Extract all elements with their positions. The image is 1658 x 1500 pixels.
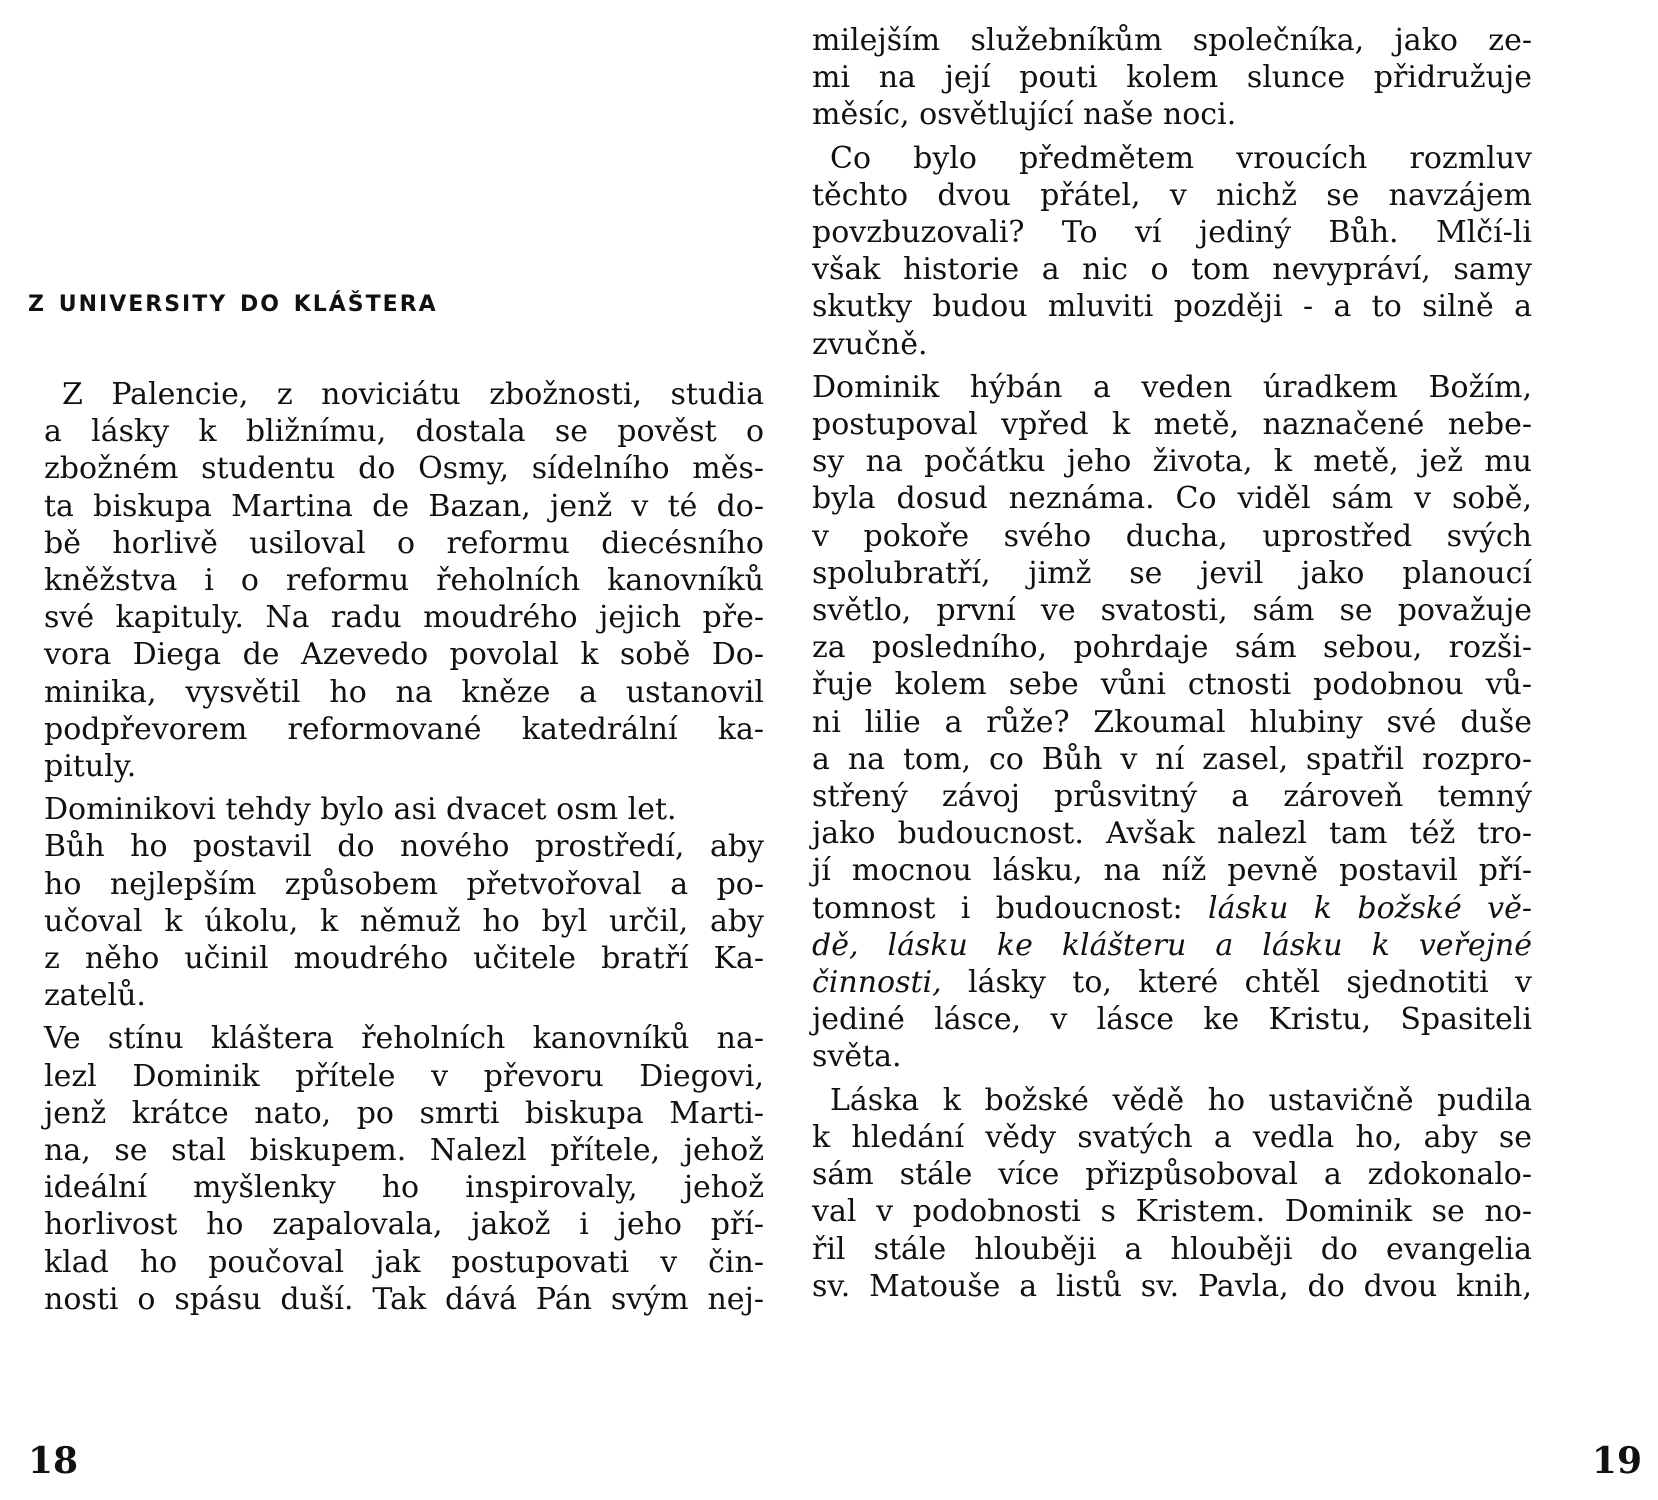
text-line	[812, 890, 1532, 927]
text-line: jediné lásce, v lásce ke Kristu, Spasiteli	[812, 1002, 1532, 1038]
chapter-title: z university do kláštera	[28, 283, 438, 319]
text-line: povzbuzovali? To ví jediný Bůh. Mlčí-li	[812, 215, 1532, 251]
text-line: za posledního, pohrdaje sám sebou, rozši-	[812, 630, 1532, 666]
text-line: ni lilie a růže? Zkoumal hlubiny své duše	[812, 704, 1532, 740]
text-line: z něho učinil moudrého učitele bratří Ka-	[44, 941, 764, 977]
text-line: a na tom, co Bůh v ní zasel, spatřil rozpro-	[812, 741, 1532, 777]
text-line: sv. Matouše a listů sv. Pavla, do dvou knih,	[812, 1268, 1532, 1304]
paragraph	[812, 369, 1532, 1076]
text-line: spolubratří, jimž se jevil jako planoucí	[812, 555, 1532, 591]
text-line: Láska k božské vědě ho ustavičně pudila	[830, 1082, 1532, 1118]
text-line: řuje kolem sebe vůni ctnosti podobnou vů-	[812, 667, 1532, 703]
text-line	[812, 964, 1532, 1001]
text-line: bě horlivě usiloval o reformu diecésního	[44, 525, 764, 561]
text-line: učoval k úkolu, k němuž ho byl určil, aby	[44, 903, 764, 939]
text-line: kněžstva i o reformu řeholních kanovníků	[44, 563, 764, 599]
text-line: milejším služebníkům společníka, jako ze-	[812, 23, 1532, 58]
left-text-block	[44, 376, 764, 1318]
text-line: skutky budou mluviti později - a to silně a	[812, 289, 1532, 325]
paragraph	[812, 140, 1532, 363]
text-line: řil stále hlouběji a hlouběji do evangelia	[812, 1231, 1532, 1267]
italic-text: činnosti,	[812, 965, 942, 1001]
text-run: lásky to, které chtěl sjednotiti v	[941, 965, 1532, 1001]
text-line: světlo, první ve svatosti, sám se považuje	[812, 593, 1532, 629]
text-line: Co bylo předmětem vroucích rozmluv	[830, 140, 1532, 176]
text-line: na, se stal biskupem. Nalezl přítele, jehož	[44, 1133, 764, 1169]
text-run: tomnost i budoucnost:	[812, 890, 1209, 926]
text-line: světa.	[812, 1039, 902, 1075]
page-number: 18	[28, 1440, 79, 1482]
text-line: ta biskupa Martina de Bazan, jenž v té do-	[44, 488, 764, 524]
text-line: a lásky k bližnímu, dostala se pověst o	[44, 414, 764, 450]
text-line: byla dosud neznáma. Co viděl sám v sobě,	[812, 481, 1532, 517]
text-line: Bůh ho postavil do nového prostředí, aby	[44, 829, 764, 865]
text-line: sám stále více přizpůsoboval a zdokonalo-	[812, 1157, 1532, 1193]
paragraph	[812, 22, 1532, 134]
paragraph	[812, 1082, 1532, 1305]
text-line: Z Palencie, z noviciátu zbožnosti, studia	[62, 377, 764, 412]
paragraph	[44, 791, 764, 828]
paragraph	[44, 1020, 764, 1318]
text-line: jako budoucnost. Avšak nalezl tam též tro-	[812, 816, 1532, 852]
right-text-block	[812, 22, 1532, 1305]
right-page	[812, 0, 1658, 1500]
text-line: ho nejlepším způsobem přetvořoval a po-	[44, 866, 764, 902]
text-line: sy na počátku jeho života, k metě, jež mu	[812, 444, 1532, 480]
text-line: nosti o spásu duší. Tak dává Pán svým nej-	[44, 1281, 764, 1317]
paragraph	[44, 376, 764, 785]
text-line: k hledání vědy svatých a vedla ho, aby se	[812, 1119, 1532, 1155]
text-line	[812, 927, 1532, 964]
text-line: horlivost ho zapalovala, jakož i jeho pří-	[44, 1207, 764, 1243]
paragraph	[44, 828, 764, 1014]
text-line: mi na její pouti kolem slunce přidružuje	[812, 60, 1532, 96]
text-line: minika, vysvětil ho na kněze a ustanovil	[44, 674, 764, 710]
text-line: Ve stínu kláštera řeholních kanovníků na-	[44, 1021, 764, 1057]
italic-text: lásku k božské vě-	[1208, 890, 1532, 926]
text-line: podpřevorem reformované katedrální ka-	[44, 711, 764, 747]
text-line: své kapituly. Na radu moudrého jejich pře-	[44, 600, 764, 636]
italic-text: dě, lásku ke klášteru a lásku k veřejné	[812, 927, 1532, 963]
text-line: zbožném studentu do Osmy, sídelního měs-	[44, 451, 764, 487]
text-line: ideální myšlenky ho inspirovaly, jehož	[44, 1170, 764, 1206]
text-line: Dominik hýbán a veden úradkem Božím,	[812, 369, 1532, 405]
text-line: lezl Dominik přítele v převoru Diegovi,	[44, 1058, 764, 1094]
text-line: však historie a nic o tom nevypráví, samy	[812, 252, 1532, 288]
text-line: střený závoj průsvitný a zároveň temný	[812, 779, 1532, 815]
text-line: zvučně.	[812, 326, 928, 362]
text-line: val v podobnosti s Kristem. Dominik se no-	[812, 1194, 1532, 1230]
text-line: klad ho poučoval jak postupovati v čin-	[44, 1244, 764, 1280]
text-line: postupoval vpřed k metě, naznačené nebe-	[812, 407, 1532, 443]
text-line: zatelů.	[44, 978, 146, 1014]
text-line: Dominikovi tehdy bylo asi dvacet osm let.	[44, 792, 677, 828]
text-line: v pokoře svého ducha, uprostřed svých	[812, 518, 1532, 554]
text-line: těchto dvou přátel, v nichž se navzájem	[812, 177, 1532, 213]
text-line: jenž krátce nato, po smrti biskupa Marti-	[44, 1095, 764, 1131]
text-line: vora Diega de Azevedo povolal k sobě Do-	[44, 637, 764, 673]
page-number: 19	[1591, 1440, 1642, 1482]
text-line: jí mocnou lásku, na níž pevně postavil pří-	[812, 853, 1532, 889]
text-line: pituly.	[44, 749, 137, 785]
text-line: měsíc, osvětlující naše noci.	[812, 97, 1237, 133]
